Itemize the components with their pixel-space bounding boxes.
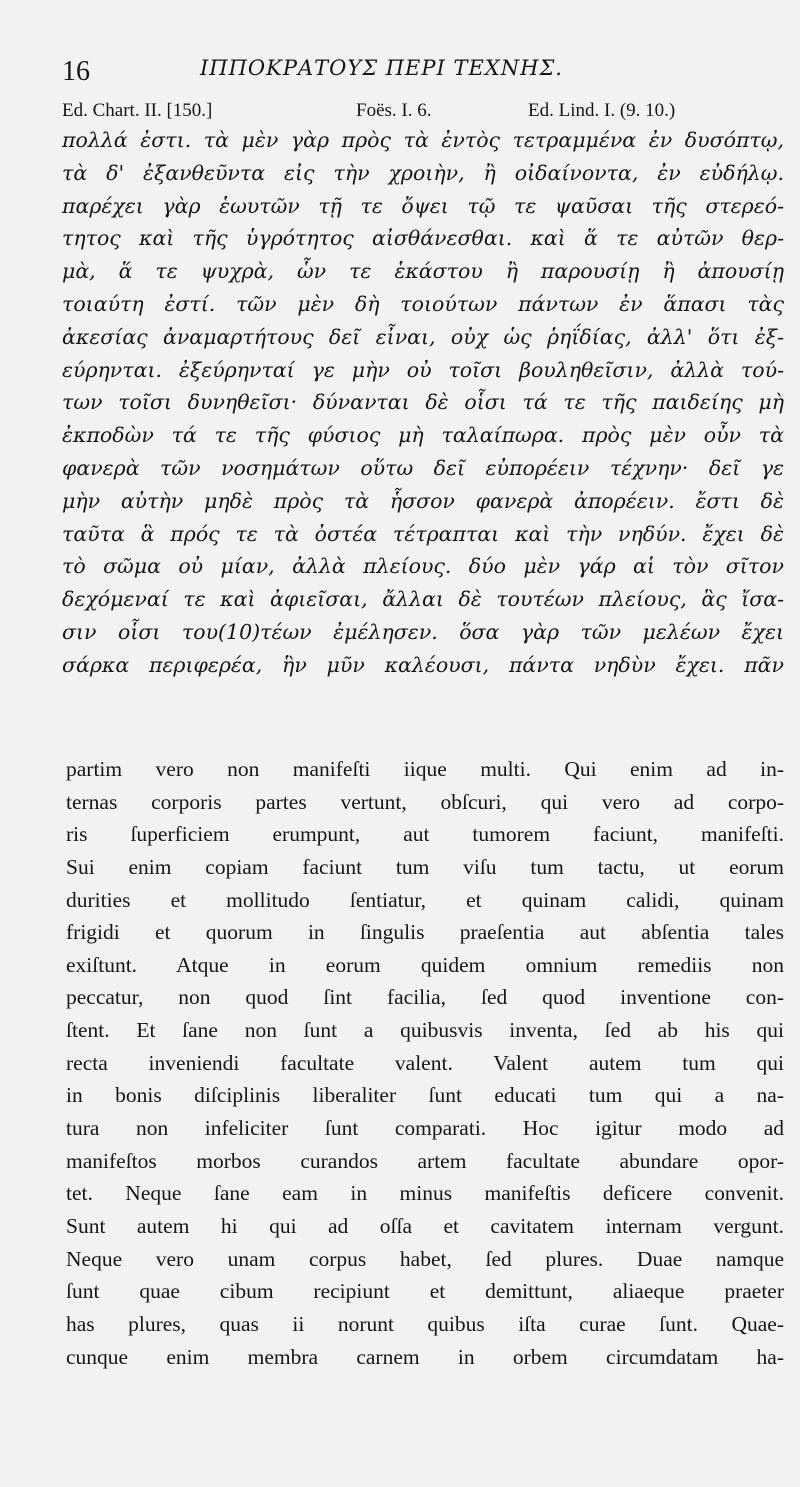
- latin-text-line: frigidi et quorum in ſingulis praeſentia aut abſentia tales: [66, 920, 784, 945]
- latin-text-line: ſunt quae cibum recipiunt et demittunt, aliaeque praeter: [66, 1279, 784, 1304]
- edition-chartier: Ed. Chart. II. [150.]: [62, 100, 213, 121]
- edition-linden: Ed. Lind. I. (9. 10.): [528, 100, 676, 121]
- greek-text-line: τὰ δ' ἐξανθεῦντα εἰς τὴν χροιὴν, ἢ οἰδαίνοντα, ἐν εὐδήλῳ.: [62, 160, 784, 185]
- page-header: [62, 52, 782, 92]
- latin-text-line: peccatur, non quod ſint facilia, ſed quod inventione con-: [66, 985, 784, 1010]
- greek-text-line: σάρκα περιφερέα, ἣν μῦν καλέουσι, πάντα νηδὺν ἔχει. πᾶν: [62, 652, 784, 677]
- latin-text-line: ris ſuperficiem erumpunt, aut tumorem faciunt, manifeſti.: [66, 822, 784, 847]
- latin-text-line: manifeſtos morbos curandos artem facultate abundare opor-: [66, 1148, 784, 1173]
- greek-text-line: φανερὰ τῶν νοσημάτων οὕτω δεῖ εὐπορέειν τέχνην· δεῖ γε: [62, 455, 784, 480]
- latin-text-line: durities et mollitudo ſentiatur, et quinam calidi, quinam: [66, 887, 784, 912]
- latin-text-line: Neque vero unam corpus habet, ſed plures. Duae namque: [66, 1246, 784, 1271]
- latin-text-line: exiſtunt. Atque in eorum quidem omnium remediis non: [66, 952, 784, 977]
- latin-text-line: ternas corporis partes vertunt, obſcuri, qui vero ad corpo-: [66, 789, 784, 814]
- greek-text-line: δεχόμεναί τε καὶ ἀφιεῖσαι, ἄλλαι δὲ τουτέων πλείους, ἃς ἴσα-: [62, 587, 784, 612]
- greek-text-line: σιν οἷσι του(10)τέων ἐμέλησεν. ὅσα γὰρ τῶν μελέων ἔχει: [62, 619, 784, 644]
- greek-text-line: εύρηνται. ἐξεύρηνταί γε μὴν οὐ τοῖσι βουληθεῖσιν, ἀλλὰ τού-: [62, 357, 784, 382]
- latin-text-line: tura non infeliciter ſunt comparati. Hoc igitur modo ad: [66, 1116, 784, 1141]
- latin-text-line: in bonis diſciplinis liberaliter ſunt educati tum qui a na-: [66, 1083, 784, 1108]
- greek-text-line: τητος καὶ τῆς ὑγρότητος αἰσθάνεσθαι. καὶ ἅ τε αὐτῶν θερ-: [62, 226, 784, 251]
- greek-text-line: τὸ σῶμα οὐ μίαν, ἀλλὰ πλείους. δύο μὲν γάρ αἱ τὸν σῖτον: [62, 554, 784, 579]
- greek-text-line: μὴν αὐτὴν μηδὲ πρὸς τὰ ἧσσον φανερὰ ἀπορέειν. ἔστι δὲ: [62, 488, 784, 513]
- latin-text-line: tet. Neque ſane eam in minus manifeſtis deficere convenit.: [66, 1181, 784, 1206]
- greek-text-line: πολλά ἐστι. τὰ μὲν γὰρ πρὸς τὰ ἐντὸς τετραμμένα ἐν δυσόπτῳ,: [62, 128, 784, 152]
- running-title: ΙΠΠΟΚΡΑΤΟΥΣ ΠΕΡΙ ΤΕΧΝΗΣ.: [200, 56, 563, 80]
- latin-text-line: cunque enim membra carnem in orbem circumdatam ha-: [66, 1344, 784, 1369]
- edition-references: [62, 100, 782, 124]
- edition-foes: Foës. I. 6.: [356, 100, 432, 121]
- latin-translation-block: [66, 753, 784, 1373]
- latin-text-line: Sui enim copiam faciunt tum viſu tum tactu, ut eorum: [66, 854, 784, 879]
- latin-text-line: Sunt autem hi qui ad oſſa et cavitatem internam vergunt.: [66, 1213, 784, 1238]
- latin-text-line: has plures, quas ii norunt quibus iſta curae ſunt. Quae-: [66, 1311, 784, 1336]
- latin-text-line: partim vero non manifeſti iique multi. Qui enim ad in-: [66, 757, 784, 781]
- greek-text-line: ἐκποδὼν τά τε τῆς φύσιος μὴ ταλαίπωρα. πρὸς μὲν οὖν τὰ: [62, 423, 784, 448]
- latin-text-line: ſtent. Et ſane non ſunt a quibusvis inventa, ſed ab his qui: [66, 1018, 784, 1043]
- greek-text-block: [62, 124, 784, 682]
- page-number: 16: [62, 56, 90, 87]
- greek-text-line: ἀκεσίας ἀναμαρτήτους δεῖ εἶναι, οὐχ ὡς ῥηΐδίας, ἀλλ' ὅτι ἐξ-: [62, 324, 784, 349]
- latin-text-line: recta inveniendi facultate valent. Valent autem tum qui: [66, 1050, 784, 1075]
- greek-text-line: μὰ, ἅ τε ψυχρὰ, ὧν τε ἑκάστου ἢ παρουσίῃ ἢ ἀπουσίῃ: [62, 259, 784, 284]
- greek-text-line: παρέχει γὰρ ἑωυτῶν τῇ τε ὄψει τῷ τε ψαῦσαι τῆς στερεό-: [62, 193, 784, 218]
- greek-text-line: τοιαύτη ἐστί. τῶν μὲν δὴ τοιούτων πάντων ἐν ἅπασι τὰς: [62, 291, 784, 316]
- greek-text-line: των τοῖσι δυνηθεῖσι· δύνανται δὲ οἷσι τά τε τῆς παιδείης μὴ: [62, 390, 784, 415]
- greek-text-line: ταῦτα ἃ πρός τε τὰ ὀστέα τέτραπται καὶ τὴν νηδύν. ἔχει δὲ: [62, 521, 784, 546]
